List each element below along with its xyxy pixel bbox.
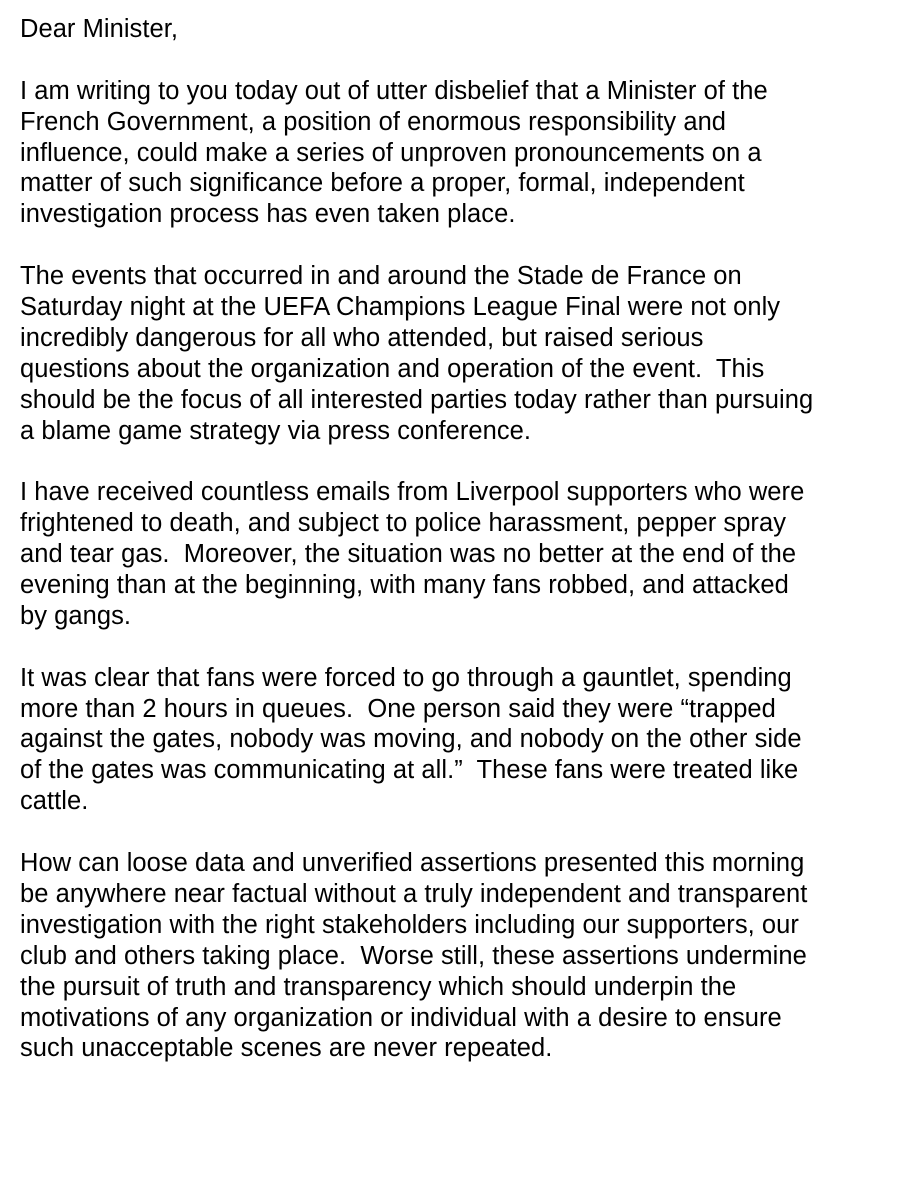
paragraph-line: questions about the organization and operation of the event. This: [20, 354, 765, 383]
paragraph-2: [20, 261, 915, 446]
paragraph-line: more than 2 hours in queues. One person said they were “trapped: [20, 694, 776, 723]
paragraph-line: the pursuit of truth and transparency which should underpin the: [20, 972, 737, 1001]
paragraph-5: [20, 848, 915, 1064]
salutation-text: Dear Minister,: [20, 15, 178, 43]
paragraph-line: and tear gas. Moreover, the situation was no better at the end of the: [20, 540, 797, 569]
paragraph-line: How can loose data and unverified assertions presented this morning: [20, 849, 805, 878]
paragraph-line: by gangs.: [20, 601, 132, 630]
paragraph-line: motivations of any organization or individual with a desire to ensure: [20, 1003, 782, 1032]
paragraph-line: a blame game strategy via press conference.: [20, 416, 531, 445]
paragraph-line: of the gates was communicating at all.” These fans were treated like: [20, 756, 799, 785]
paragraph-line: French Government, a position of enormous responsibility and: [20, 107, 727, 136]
paragraph-line: cattle.: [20, 787, 89, 816]
paragraph-line: such unacceptable scenes are never repeated.: [20, 1034, 553, 1063]
paragraph-line: evening than at the beginning, with many fans robbed, and attacked: [20, 571, 789, 600]
paragraph-line: investigation with the right stakeholders including our supporters, our: [20, 910, 799, 939]
paragraph-line: club and others taking place. Worse still, these assertions undermine: [20, 941, 807, 970]
paragraph-line: I have received countless emails from Liverpool supporters who were: [20, 478, 805, 507]
paragraph-1: [20, 76, 915, 230]
paragraph-line: Saturday night at the UEFA Champions League Final were not only: [20, 293, 781, 322]
paragraph-line: against the gates, nobody was moving, and nobody on the other side: [20, 725, 802, 754]
paragraph-line: influence, could make a series of unproven pronouncements on a: [20, 138, 762, 167]
salutation: [20, 14, 915, 45]
paragraph-line: It was clear that fans were forced to go through a gauntlet, spending: [20, 663, 792, 692]
paragraph-line: be anywhere near factual without a truly independent and transparent: [20, 879, 808, 908]
paragraph-line: frightened to death, and subject to police harassment, pepper spray: [20, 509, 786, 538]
letter-body: [20, 14, 915, 1064]
paragraph-line: The events that occurred in and around the Stade de France on: [20, 262, 742, 291]
paragraph-4: [20, 663, 915, 817]
paragraph-line: investigation process has even taken place.: [20, 200, 516, 229]
paragraph-line: I am writing to you today out of utter disbelief that a Minister of the: [20, 76, 768, 105]
paragraph-line: incredibly dangerous for all who attended, but raised serious: [20, 323, 704, 352]
paragraph-line: matter of such significance before a proper, formal, independent: [20, 169, 745, 198]
paragraph-3: [20, 477, 915, 631]
paragraph-line: should be the focus of all interested parties today rather than pursuing: [20, 385, 814, 414]
